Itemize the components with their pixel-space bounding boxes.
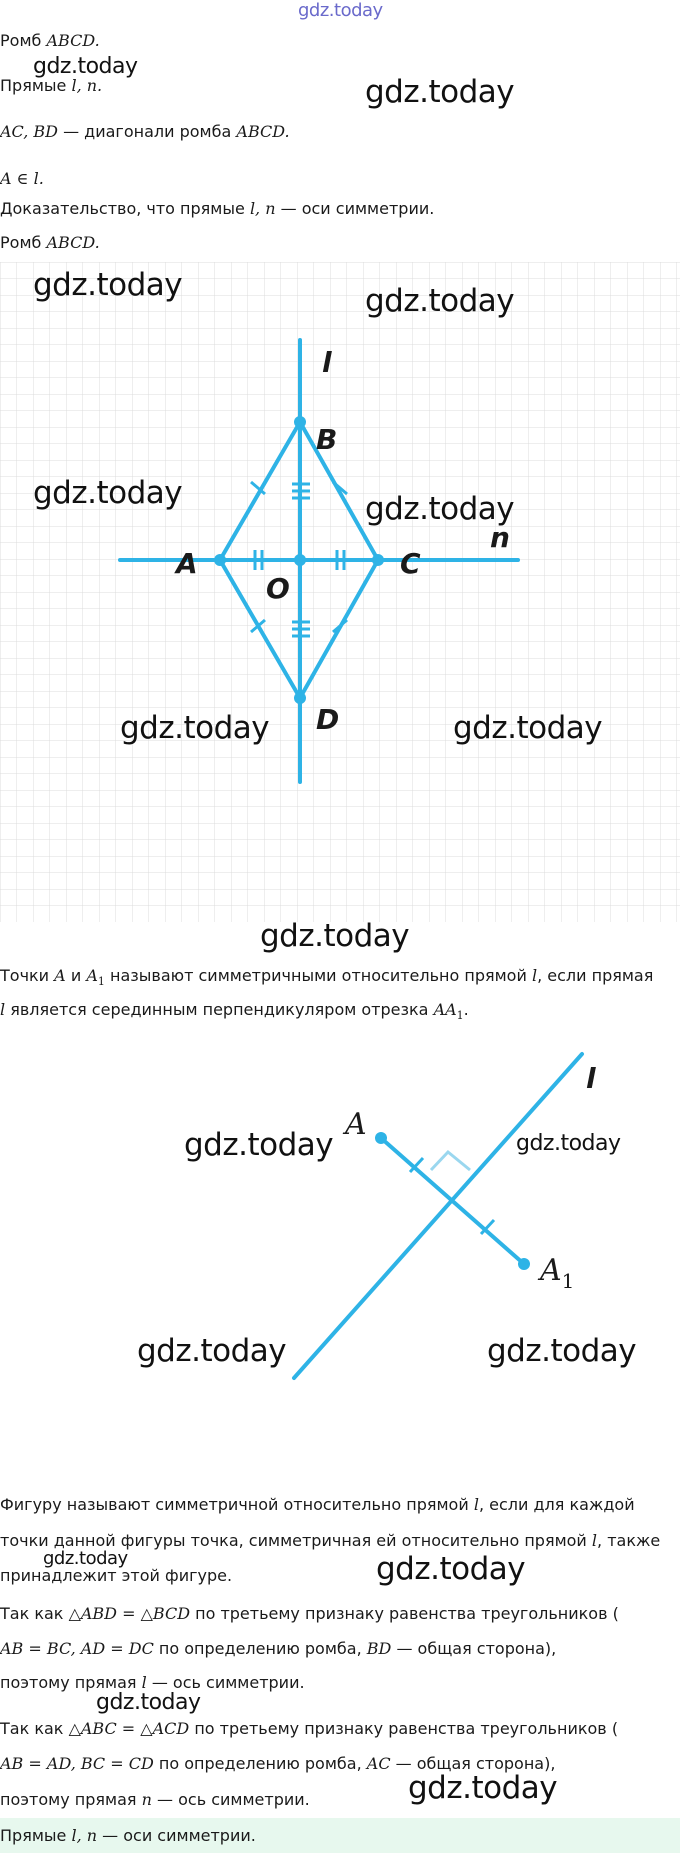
given-rhombus (0, 31, 100, 51)
definition-text: , если для каждой (478, 1495, 635, 1514)
watermark: gdz.today (260, 918, 410, 954)
point-b (294, 416, 306, 428)
label-n: n (490, 521, 510, 554)
given-diagonals (0, 122, 290, 142)
watermark: gdz.today (120, 710, 270, 746)
step-text: поэтому прямая (0, 1790, 137, 1809)
step1-line1 (0, 1604, 619, 1624)
definition-text: называют симметричными относительно прямой (109, 966, 527, 985)
math-a1 (86, 966, 105, 989)
given-diagonals-name: AC, BD (0, 122, 58, 141)
definition-text: и (70, 966, 82, 985)
label-l: l (586, 1062, 596, 1095)
math-ac: AC (366, 1754, 391, 1773)
step2-line3 (0, 1790, 310, 1810)
watermark: gdz.today (96, 1690, 201, 1715)
prove-statement (0, 199, 434, 219)
point-a (375, 1132, 387, 1144)
watermark: gdz.today (365, 74, 515, 110)
math-sides-equality: AB = AD, BC = CD (0, 1754, 154, 1773)
math-a1-base: A (86, 966, 98, 985)
math-a1-sub: 1 (97, 975, 105, 989)
given-lines-name: l, n. (71, 76, 103, 95)
watermark: gdz.today (184, 1127, 334, 1163)
label-d: D (316, 703, 340, 736)
math-a: A (54, 966, 66, 985)
step-text: — ось симметрии. (151, 1673, 305, 1692)
grid-background (0, 262, 680, 922)
label-o: O (266, 572, 290, 605)
math-sides-equality: AB = BC, AD = DC (0, 1639, 154, 1658)
math-triangle-equality: △ABD = △BCD (68, 1604, 191, 1623)
given-rhombus-label: Ромб (0, 31, 42, 50)
definition-figure-line3: принадлежит этой фигуре. (0, 1566, 233, 1585)
watermark: gdz.today (33, 54, 138, 79)
given-lines-label: Прямые (0, 76, 67, 95)
proof-start (0, 233, 100, 253)
watermark: gdz.today (43, 1548, 128, 1569)
point-o (294, 554, 306, 566)
rhombus-figure (0, 262, 680, 922)
step-text: — общая сторона), (395, 1754, 556, 1773)
step-text: Так как (0, 1719, 64, 1738)
definition-text: , также (597, 1531, 661, 1550)
line-l (294, 1054, 582, 1378)
given-rhombus-name: ABCD. (46, 31, 100, 50)
answer-text: — оси симметрии. (102, 1826, 256, 1845)
watermark: gdz.today (408, 1770, 558, 1806)
math-n: n (141, 1790, 152, 1809)
step-text: — ось симметрии. (157, 1790, 310, 1809)
definition-text: Точки (0, 966, 50, 985)
definition-text: , если прямая (537, 966, 654, 985)
watermark: gdz.today (453, 710, 603, 746)
math-aa1-sub: 1 (456, 1009, 464, 1023)
given-diagonals-rhombus: ABCD. (236, 122, 290, 141)
step-text: — общая сторона), (396, 1639, 557, 1658)
answer-text: Прямые (0, 1826, 67, 1845)
step-text: по определению ромба, (158, 1754, 362, 1773)
answer-line (0, 1826, 256, 1846)
definition-points-line2 (0, 1000, 469, 1026)
watermark: gdz.today (376, 1551, 526, 1587)
right-angle-mark (431, 1152, 470, 1170)
step-text: по третьему признаку равенства треугольников ( (195, 1604, 619, 1623)
definition-text: является серединным перпендикуляром отрезка (10, 1000, 429, 1019)
math-l: l (531, 966, 538, 985)
math-l: l (591, 1531, 598, 1550)
step-text: по третьему признаку равенства треугольников ( (194, 1719, 619, 1738)
watermark: gdz.today (365, 283, 515, 319)
math-l: l (0, 1000, 6, 1019)
definition-figure-line1 (0, 1495, 635, 1515)
prove-text-pre: Доказательство, что прямые (0, 199, 245, 218)
step-text: Так как (0, 1604, 64, 1623)
definition-text: точки данной фигуры точка, симметричная ей относительно прямой (0, 1531, 587, 1550)
label-a1 (537, 1253, 574, 1293)
label-c: C (400, 547, 421, 580)
math-l: l (141, 1673, 147, 1692)
prove-lines: l, n (249, 199, 276, 218)
watermark: gdz.today (33, 267, 183, 303)
label-b: B (316, 423, 338, 456)
watermark: gdz.today (33, 475, 183, 511)
label-a1-base: A (540, 1253, 562, 1288)
prove-text-post: — оси симметрии. (280, 199, 435, 218)
math-l: l (473, 1495, 479, 1514)
label-a: A (345, 1107, 367, 1142)
point-a (214, 554, 226, 566)
definition-text: Фигуру называют симметричной относительно прямой (0, 1495, 469, 1514)
definition-points-line1 (0, 966, 653, 992)
math-aa1 (433, 1000, 464, 1023)
step-text: поэтому прямая (0, 1673, 137, 1692)
step1-line2 (0, 1639, 556, 1659)
math-aa1-base: AA (433, 1000, 457, 1019)
label-a: A (176, 547, 198, 580)
watermark: gdz.today (298, 0, 383, 21)
given-diagonals-text: — диагонали ромба (63, 122, 232, 141)
given-lines (0, 76, 102, 96)
proof-start-label: Ромб (0, 233, 42, 252)
math-bd: BD (366, 1639, 392, 1658)
math-lines: l, n (71, 1826, 98, 1845)
label-l: l (322, 346, 332, 379)
point-a1 (518, 1258, 530, 1270)
watermark: gdz.today (516, 1131, 621, 1156)
watermark: gdz.today (365, 491, 515, 527)
math-triangle-equality: △ABC = △ACD (68, 1719, 190, 1738)
definition-text: . (463, 1000, 469, 1019)
watermark: gdz.today (137, 1333, 287, 1369)
proof-start-name: ABCD. (46, 233, 100, 252)
point-c (372, 554, 384, 566)
step2-line1 (0, 1719, 618, 1739)
label-a1-sub: 1 (561, 1269, 575, 1293)
watermark: gdz.today (487, 1333, 637, 1369)
given-a-in-l: A ∈ l. (0, 169, 44, 188)
step-text: по определению ромба, (158, 1639, 362, 1658)
point-d (294, 692, 306, 704)
